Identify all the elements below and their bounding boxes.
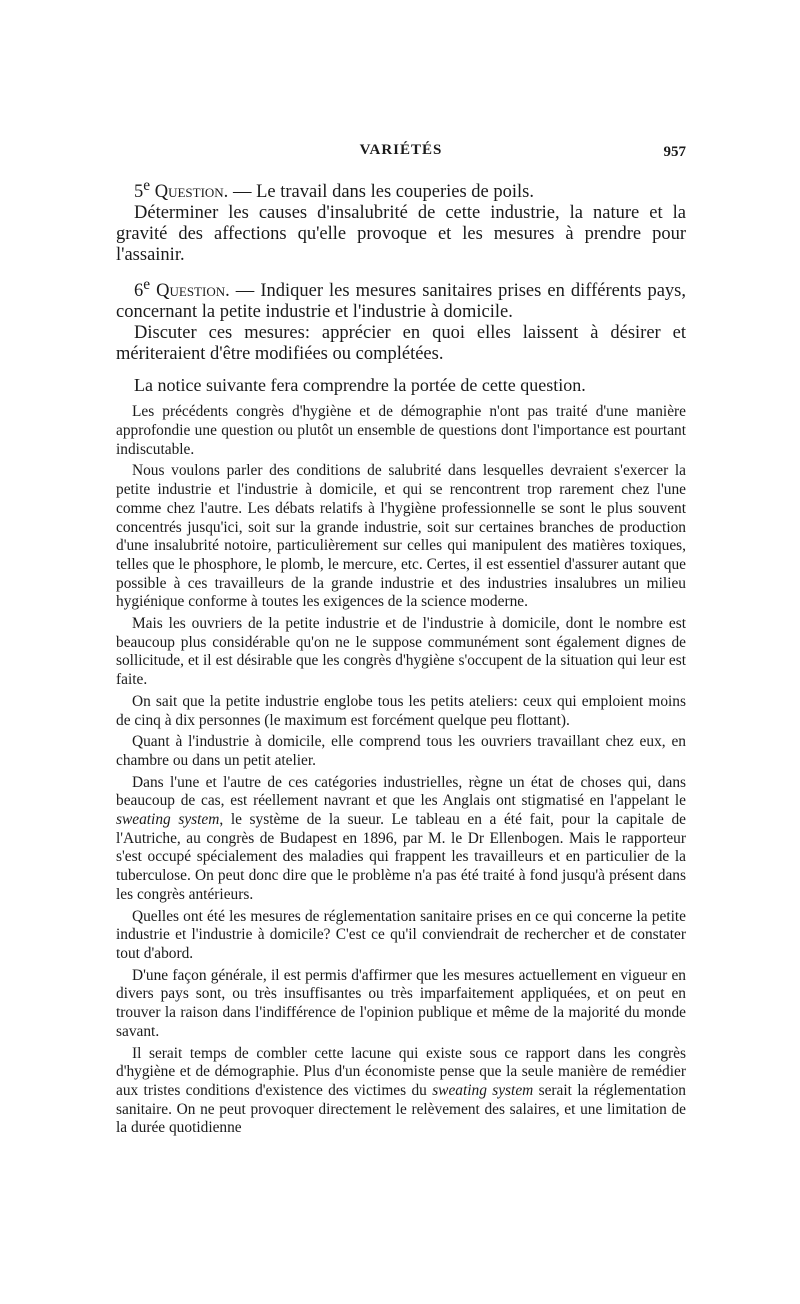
question-5-sup: e bbox=[143, 177, 151, 194]
paragraph: Nous voulons parler des conditions de salubrité dans lesquelles devraient s'exercer la petite industrie et l'industrie à domicile, et qui se rencontrent trop rarement chez l'une comme chez l'autre. Les débats relatifs à l'hygiène professionnelle se sont le plus souvent concentrés jusqu'ici, soit sur la grande industrie, soit sur certaines branches de production d'une insalubrité notoire, particulièrement sur celles qui manipulent des matières toxiques, telles que le phosphore, le plomb, le mercure, etc. Certes, il est essentiel d'assurer autant que possible à ces travailleurs de la grande industrie et des industries insalubres un milieu hygiénique conforme à toutes les exigences de la science moderne. bbox=[116, 462, 686, 611]
sweating-system-term: sweating system bbox=[116, 811, 220, 829]
paragraph: On sait que la petite industrie englobe tous les petits ateliers: ceux qui emploient moins de cinq à dix personnes (le maximum est forcément quelque peu flottant). bbox=[116, 692, 686, 729]
question-5-label: Question. bbox=[154, 182, 229, 203]
paragraph: Quant à l'industrie à domicile, elle comprend tous les ouvriers travaillant chez eux, en chambre ou dans un petit atelier. bbox=[116, 733, 686, 769]
question-5-title: — Le travail dans les couperies de poils. bbox=[228, 182, 534, 203]
page-header bbox=[116, 142, 686, 159]
paragraph-text: Dans l'une et l'autre de ces catégories industrielles, règne un état de choses qui, dans beaucoup de cas, est réellement navrant et que les Anglais ont stigmatisé en l'appelant le bbox=[116, 773, 686, 810]
question-6-label: Question. bbox=[156, 281, 230, 302]
paragraph-text: Il serait temps de combler cette lacune qui existe sous ce rapport dans les congrès d'hygiène et de démographie. Plus d'un économiste pense que la seule manière de remédier aux tristes conditions d'existence des victimes du bbox=[116, 1044, 686, 1099]
paragraph-text: , le système de la sueur. Le tableau en a été fait, pour la capitale de l'Autriche, au congrès de Budapest en 1896, par M. le Dr Ellenbogen. Mais le rapporteur s'est occupé spécialement des maladies qui frappent les travailleurs et en particulier de la tuberculose. On peut donc dire que le problème n'a pas été traité à fond jusqu'à présent dans les congrès antérieurs. bbox=[116, 811, 687, 903]
question-6-number: 6 bbox=[134, 281, 144, 302]
question-6-body: Discuter ces mesures: apprécier en quoi elles laissent à désirer et mériteraient d'être modifiées ou complétées. bbox=[116, 323, 686, 365]
notice-body bbox=[116, 403, 686, 1138]
running-title: VARIÉTÉS bbox=[359, 142, 443, 158]
paragraph bbox=[116, 774, 686, 905]
notice-intro: La notice suivante fera comprendre la portée de cette question. bbox=[134, 375, 586, 396]
page-number: 957 bbox=[663, 144, 686, 160]
paragraph: D'une façon générale, il est permis d'affirmer que les mesures actuellement en vigueur en divers pays sont, ou très insuffisantes ou très imparfaitement appliquées, et on peut en trouver la raison dans l'indifférence de l'opinion publique et même de la majorité du monde savant. bbox=[116, 966, 686, 1040]
text-column bbox=[116, 142, 686, 1141]
question-5-number: 5 bbox=[134, 182, 144, 203]
question-6-heading bbox=[116, 274, 686, 323]
sweating-system-term: sweating system bbox=[432, 1081, 534, 1099]
paragraph: Les précédents congrès d'hygiène et de démographie n'ont pas traité d'une manière approfondie une question ou plutôt un ensemble de questions dont l'importance est pourtant indiscutable. bbox=[116, 403, 686, 458]
paragraph bbox=[116, 1045, 686, 1139]
questions-section bbox=[116, 175, 686, 396]
question-6-sup: e bbox=[143, 276, 151, 294]
question-5-heading bbox=[116, 175, 686, 203]
paragraph-text: serait la réglementation sanitaire. On ne peut provoquer directement le relèvement des salaires, et une limitation de la durée quotidienne bbox=[116, 1081, 687, 1137]
paragraph: Mais les ouvriers de la petite industrie et de l'industrie à domicile, dont le nombre est beaucoup plus considérable qu'on ne le suppose communément sont également dignes de sollicitude, et il est désirable que les congrès d'hygiène s'occupent de la situation qui leur est faite. bbox=[116, 615, 686, 689]
question-6-title: — Indiquer les mesures sanitaires prises en différents pays, concernant la petite industrie et l'industrie à domicile. bbox=[116, 281, 687, 323]
question-5-body: Déterminer les causes d'insalubrité de cette industrie, la nature et la gravité des affections qu'elle provoque et les mesures à prendre pour l'assainir. bbox=[116, 203, 686, 266]
paragraph: Quelles ont été les mesures de réglementation sanitaire prises en ce qui concerne la petite industrie et l'industrie à domicile? C'est ce qu'il conviendrait de rechercher et de constater tout d'abord. bbox=[116, 907, 686, 962]
